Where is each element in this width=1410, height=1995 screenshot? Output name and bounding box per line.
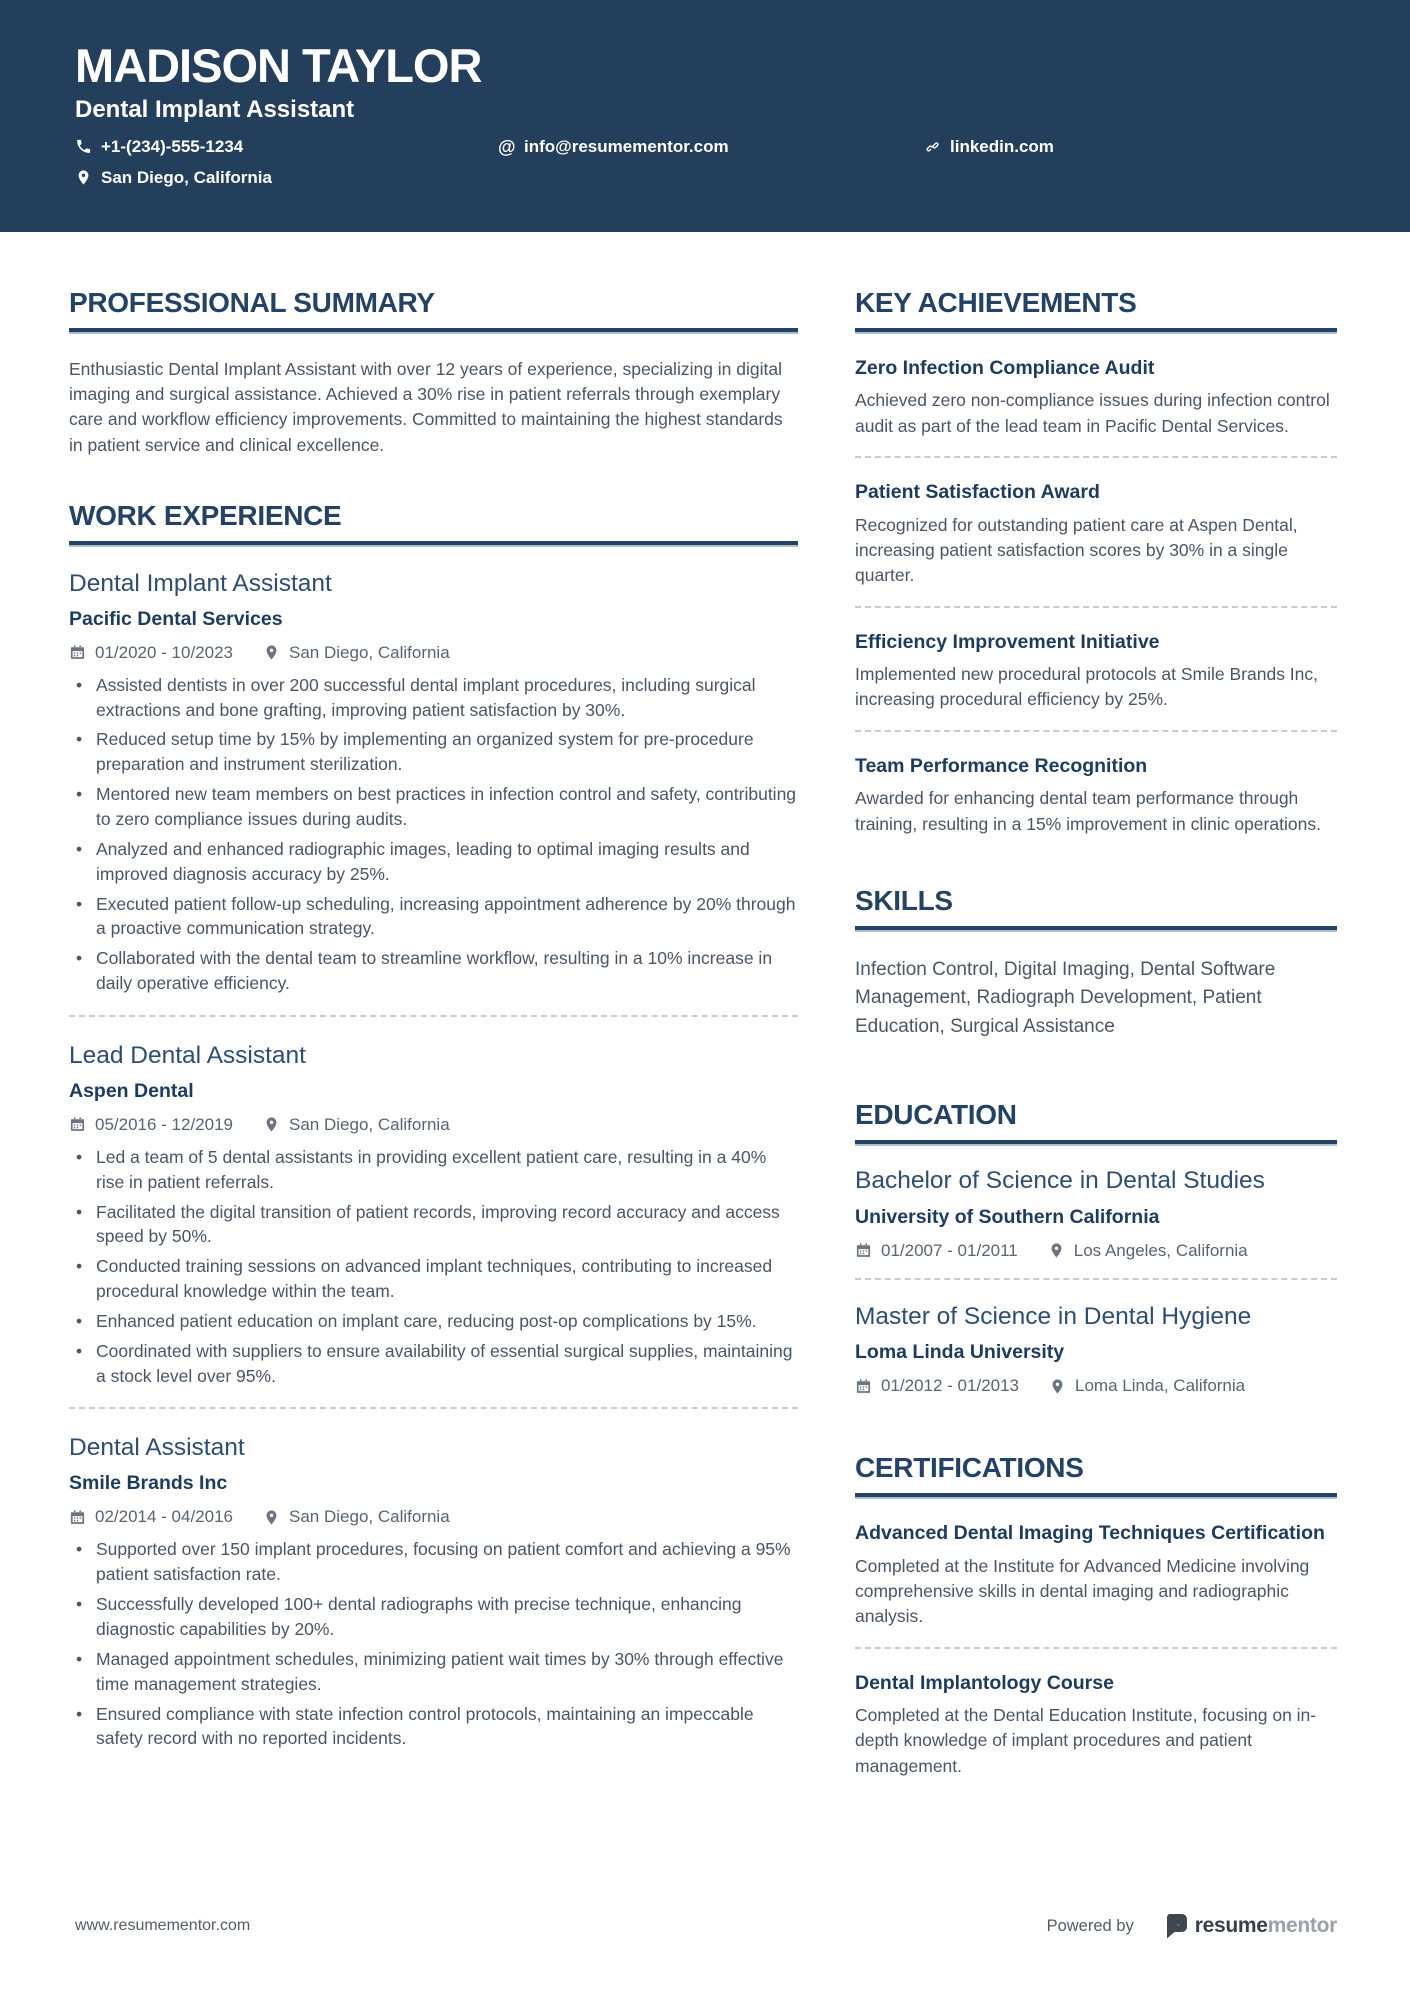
job-bullet: • Coordinated with suppliers to ensure availability of essential surgical supplies, maintaining a stock level over 95%. xyxy=(69,1339,798,1389)
job-bullet: • Led a team of 5 dental assistants in providing excellent patient care, resulting in a 40% rise in patient referrals. xyxy=(69,1145,798,1195)
job-title: Dental Assistant xyxy=(69,1434,245,1462)
job-title: Dental Implant Assistant xyxy=(69,569,332,597)
achievement-separator xyxy=(855,730,1337,732)
education-dates: 01/2012 - 01/2013 xyxy=(881,1376,1020,1396)
job-location: San Diego, California xyxy=(289,642,450,662)
job-bullet: • Reduced setup time by 15% by implementing an organized system for pre-procedure preparation and instrument sterilization. xyxy=(69,727,798,777)
calendar-icon xyxy=(69,644,86,661)
location-pin-icon xyxy=(263,644,280,661)
contact-location xyxy=(75,168,498,188)
achievements-heading: KEY ACHIEVEMENTS xyxy=(855,287,1337,332)
achievement-text: Achieved zero non-compliance issues during infection control audit as part of the lead team in Pacific Dental Services. xyxy=(855,390,1330,436)
location-pin-icon xyxy=(1048,1242,1065,1259)
job-separator xyxy=(69,1407,798,1409)
achievement-item xyxy=(855,480,1337,589)
school-name: University of Southern California xyxy=(855,1205,1160,1228)
job-dates: 05/2016 - 12/2019 xyxy=(95,1114,234,1134)
certification-title: Advanced Dental Imaging Techniques Certification xyxy=(855,1522,1325,1545)
school-name: Loma Linda University xyxy=(855,1341,1065,1364)
company-name: Pacific Dental Services xyxy=(69,607,283,630)
job-bullet: • Enhanced patient education on implant care, reducing post-op complications by 15%. xyxy=(69,1309,798,1334)
powered-by-block xyxy=(1047,1913,1337,1939)
job-entry xyxy=(69,570,798,996)
job-separator xyxy=(69,1015,798,1017)
achievement-title: Zero Infection Compliance Audit xyxy=(855,357,1155,379)
job-bullet: • Conducted training sessions on advanced implant techniques, contributing to increased procedural knowledge within the team. xyxy=(69,1254,798,1304)
job-meta xyxy=(69,643,798,663)
education-meta xyxy=(855,1376,1337,1396)
website-url[interactable]: www.resumementor.com xyxy=(75,1917,251,1934)
achievement-item xyxy=(855,630,1337,713)
contact-linkedin[interactable] xyxy=(924,137,1335,157)
job-dates: 01/2020 - 10/2023 xyxy=(95,642,234,662)
achievement-item xyxy=(855,754,1337,837)
job-bullet: • Ensured compliance with state infection control protocols, maintaining an impeccable safety record with no reported incidents. xyxy=(69,1702,798,1752)
job-bullet: • Managed appointment schedules, minimizing patient wait times by 30% through effective time management strategies. xyxy=(69,1647,798,1697)
skills-heading: SKILLS xyxy=(855,885,1337,930)
education-entry xyxy=(855,1302,1337,1396)
section-key-achievements xyxy=(855,287,1337,837)
left-column xyxy=(69,287,798,1756)
certification-item xyxy=(855,1671,1337,1780)
linkedin-url[interactable]: linkedin.com xyxy=(950,136,1054,156)
resumementor-logo[interactable] xyxy=(1164,1913,1337,1939)
location-pin-icon xyxy=(1049,1378,1066,1395)
company-name: Smile Brands Inc xyxy=(69,1472,228,1495)
education-entry xyxy=(855,1166,1337,1260)
at-icon: @ xyxy=(498,137,516,158)
logo-text-light: mentor xyxy=(1267,1914,1337,1937)
education-heading: EDUCATION xyxy=(855,1099,1337,1144)
achievement-text: Recognized for outstanding patient care at Aspen Dental, increasing patient satisfaction scores by 30% in a single quarter. xyxy=(855,514,1298,586)
logo-text xyxy=(1195,1914,1337,1938)
job-title: Lead Dental Assistant xyxy=(69,1041,306,1069)
summary-text: Enthusiastic Dental Implant Assistant with over 12 years of experience, specializing in digital imaging and surgical assistance. Achieved a 30% rise in patient referrals through exemplary care and workflow efficiency improvements. Committed to maintaining the highest standards in patient service and clinical excellence. xyxy=(69,359,783,455)
skills-list: Infection Control, Digital Imaging, Dental Software Management, Radiograph Development, Patient Education, Surgical Assistance xyxy=(855,958,1276,1037)
location-pin-icon xyxy=(263,1509,280,1526)
section-education xyxy=(855,1099,1337,1396)
education-separator xyxy=(855,1278,1337,1280)
achievement-title: Team Performance Recognition xyxy=(855,754,1148,777)
candidate-name: MADISON TAYLOR xyxy=(75,39,482,92)
job-bullets xyxy=(69,673,798,996)
job-bullet: • Facilitated the digital transition of patient records, improving record accuracy and access speed by 50%. xyxy=(69,1200,798,1250)
certification-text: Completed at the Institute for Advanced Medicine involving comprehensive skills in dental imaging and radiographic analysis. xyxy=(855,1555,1310,1627)
experience-heading: WORK EXPERIENCE xyxy=(69,500,798,545)
candidate-job-title: Dental Implant Assistant xyxy=(75,95,355,123)
education-location-group xyxy=(1048,1241,1248,1261)
contact-phone xyxy=(75,137,498,157)
logo-text-bold: resume xyxy=(1194,1914,1268,1937)
company-name: Aspen Dental xyxy=(69,1079,194,1102)
education-location: Loma Linda, California xyxy=(1075,1376,1246,1396)
education-meta xyxy=(855,1241,1337,1261)
page-footer xyxy=(75,1913,1337,1939)
job-location: San Diego, California xyxy=(289,1114,450,1134)
certification-text: Completed at the Dental Education Institute, focusing on in-depth knowledge of implant procedures and patient management. xyxy=(855,1705,1317,1776)
resume-header xyxy=(0,0,1410,232)
job-location: San Diego, California xyxy=(289,1507,450,1527)
certifications-heading: CERTIFICATIONS xyxy=(855,1452,1337,1497)
job-bullet: • Executed patient follow-up scheduling, increasing appointment adherence by 20% through a proactive communication strategy. xyxy=(69,892,798,942)
job-bullet: • Successfully developed 100+ dental radiographs with precise technique, enhancing diagnostic capabilities by 20%. xyxy=(69,1592,798,1642)
achievement-title: Patient Satisfaction Award xyxy=(855,481,1100,504)
certification-item xyxy=(855,1521,1337,1630)
section-skills xyxy=(855,885,1337,1042)
contact-email[interactable] xyxy=(498,137,924,157)
education-location: Los Angeles, California xyxy=(1073,1240,1248,1260)
education-dates: 01/2007 - 01/2011 xyxy=(881,1240,1018,1260)
achievement-title: Efficiency Improvement Initiative xyxy=(855,630,1160,653)
powered-by-label: Powered by xyxy=(1046,1916,1134,1935)
certification-title: Dental Implantology Course xyxy=(855,1671,1114,1694)
contact-row xyxy=(75,137,1335,188)
calendar-icon xyxy=(69,1116,86,1133)
section-certifications xyxy=(855,1452,1337,1779)
degree-title: Master of Science in Dental Hygiene xyxy=(855,1302,1252,1330)
phone-icon xyxy=(75,138,92,155)
achievement-separator xyxy=(855,606,1337,608)
job-bullet: • Supported over 150 implant procedures, focusing on patient comfort and achieving a 95% patient satisfaction rate. xyxy=(69,1537,798,1587)
job-bullets xyxy=(69,1145,798,1389)
achievement-item xyxy=(855,356,1337,439)
job-bullet: • Mentored new team members on best practices in infection control and safety, contributing to zero compliance issues during audits. xyxy=(69,782,798,832)
location-pin-icon xyxy=(75,169,92,186)
link-icon xyxy=(924,138,941,155)
education-location-group xyxy=(1049,1376,1245,1396)
job-meta xyxy=(69,1115,798,1135)
achievement-text: Implemented new procedural protocols at Smile Brands Inc, increasing procedural efficiency by 25%. xyxy=(855,664,1319,710)
calendar-icon xyxy=(855,1242,872,1259)
summary-heading: PROFESSIONAL SUMMARY xyxy=(69,287,798,332)
job-bullet: • Analyzed and enhanced radiographic images, leading to optimal imaging results and improved diagnosis accuracy by 25%. xyxy=(69,837,798,887)
job-bullets xyxy=(69,1537,798,1751)
right-column xyxy=(855,287,1337,1779)
location-text: San Diego, California xyxy=(101,167,272,187)
job-bullet: • Collaborated with the dental team to streamline workflow, resulting in a 10% increase in daily operative efficiency. xyxy=(69,946,798,996)
phone-number: +1-(234)-555-1234 xyxy=(101,136,244,156)
job-bullet: • Assisted dentists in over 200 successful dental implant procedures, including surgical extractions and bone grafting, improving patient satisfaction by 30%. xyxy=(69,673,798,723)
job-entry xyxy=(69,1434,798,1751)
certification-separator xyxy=(855,1647,1337,1649)
achievement-text: Awarded for enhancing dental team performance through training, resulting in a 15% improvement in clinic operations. xyxy=(855,788,1321,834)
calendar-icon xyxy=(855,1378,872,1395)
job-location-group xyxy=(263,1507,450,1527)
section-professional-summary xyxy=(69,287,798,458)
job-entry xyxy=(69,1042,798,1389)
email-address[interactable]: info@resumementor.com xyxy=(524,136,729,156)
calendar-icon xyxy=(69,1509,86,1526)
job-location-group xyxy=(263,1115,450,1135)
degree-title: Bachelor of Science in Dental Studies xyxy=(855,1167,1265,1195)
resumementor-logomark-icon xyxy=(1164,1913,1188,1939)
job-location-group xyxy=(263,643,450,663)
job-dates: 02/2014 - 04/2016 xyxy=(95,1507,234,1527)
job-meta xyxy=(69,1507,798,1527)
location-pin-icon xyxy=(263,1116,280,1133)
section-work-experience xyxy=(69,500,798,1751)
achievement-separator xyxy=(855,456,1337,458)
content-columns xyxy=(0,232,1410,1779)
